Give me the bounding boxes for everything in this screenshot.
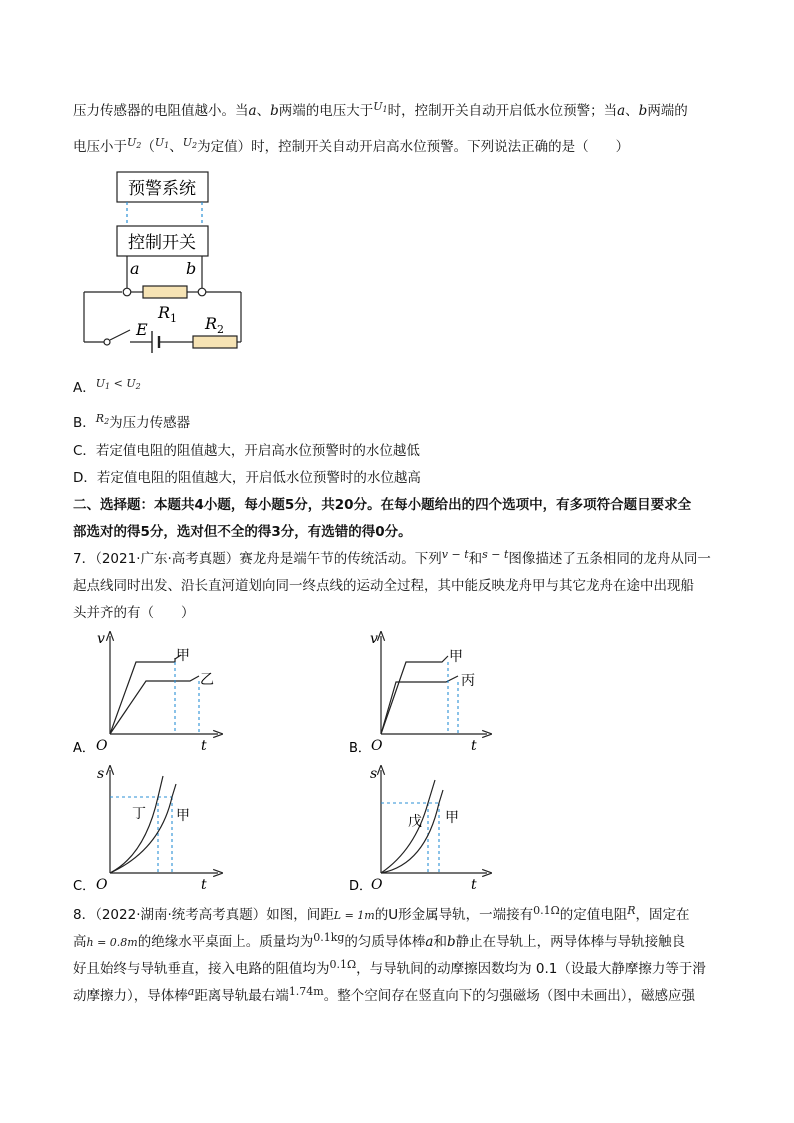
battery-E-label: E (136, 320, 148, 339)
origin-label: O (96, 877, 108, 893)
var-U1: U1 (154, 136, 170, 150)
axis-label-v: v (97, 631, 105, 647)
q6-text: 、 (625, 103, 639, 119)
q8-text: 距离导轨最右端 (194, 988, 289, 1004)
graph-option-label: D． (349, 879, 373, 894)
curve-bing (381, 676, 458, 734)
axis-label-t: t (471, 738, 477, 754)
math-vt: v − t (441, 548, 469, 561)
axis-label-t: t (471, 877, 477, 893)
math-R: R (627, 904, 636, 917)
math-h: h = 0.8m (86, 936, 138, 949)
q8-line-2 (73, 932, 685, 953)
control-switch-label: 控制开关 (128, 233, 196, 253)
q8-text: 好且始终与导轨垂直，接入电路的阻值均为 (73, 961, 330, 977)
graph-A (73, 631, 218, 756)
graph-D (349, 766, 487, 894)
axis-label-s: s (97, 766, 105, 782)
q6-text: 、 (256, 103, 271, 119)
math-mass: 0.1kg (313, 931, 345, 944)
q6-text: 两端的 (647, 103, 688, 119)
q8-line-1 (73, 905, 690, 926)
q8-line-3 (73, 959, 706, 980)
option-label: B． (73, 415, 96, 431)
math-resistance: 0.1Ω (533, 904, 560, 917)
q6-text: （ (141, 139, 155, 155)
q6-text: 压力传感器的电阻值越小。当 (73, 103, 249, 119)
curve-label-bing: 丙 (461, 673, 475, 689)
q7-text: 7．（2021·广东·高考真题）赛龙舟是端午节的传统活动。下列 (73, 551, 442, 567)
graph-B (349, 631, 487, 756)
q8-text: 的定值电阻 (559, 907, 628, 923)
q6-text: 、 (169, 139, 183, 155)
math-distance: 1.74m (288, 985, 324, 998)
var-b: b (638, 103, 648, 119)
R1-label: $R_1$ (158, 303, 178, 325)
axis-label-t: t (201, 877, 207, 893)
axis-label-v: v (370, 631, 378, 647)
axis-label-s: s (370, 766, 378, 782)
var-b: b (446, 934, 456, 950)
curve-label-wu: 戊 (408, 814, 422, 830)
option-D: D．若定值电阻的阻值越大，开启低水位预警时的水位越高 (73, 470, 421, 486)
terminal-b-label: b (186, 259, 197, 278)
section-2-instructions: 部选对的得5分，选对但不全的得3分，有选错的得0分。 (73, 524, 412, 540)
graph-option-label: C． (73, 879, 96, 894)
q7-text: 图像描述了五条相同的龙舟从同一 (508, 551, 711, 567)
q7-line-2: 起点线同时出发、沿长直河道划向同一终点线的运动全过程，其中能反映龙舟甲与其它龙舟在途中出现船 (73, 578, 694, 594)
curve-label-jia: 甲 (449, 649, 463, 665)
math-L: L = 1m (333, 909, 375, 922)
curve-label-jia: 甲 (445, 810, 459, 826)
q6-text: 电压小于 (73, 139, 127, 155)
q8-text: 。整个空间存在竖直向下的匀强磁场（图中未画出），磁感应强 (323, 988, 695, 1004)
var-b: b (270, 103, 279, 119)
origin-label: O (96, 738, 108, 754)
q8-text: 的U形金属导轨，一端接有 (374, 907, 534, 923)
option-text: 为压力传感器 (109, 415, 191, 431)
curve-label-jia: 甲 (176, 648, 190, 664)
var-a: a (617, 103, 626, 119)
var-a: a (425, 934, 434, 950)
warning-system-label: 预警系统 (128, 179, 196, 199)
option-label: A． (73, 380, 96, 396)
axis-label-t: t (201, 738, 207, 754)
math-resistance: 0.1Ω (329, 958, 357, 971)
q8-line-4 (73, 986, 695, 1007)
terminal-a-label: a (130, 259, 140, 278)
curve-label-ding: 丁 (132, 806, 146, 822)
option-A-math: U1 < U2 (95, 377, 141, 391)
var-a: a (187, 985, 195, 998)
math-st: s − t (482, 548, 509, 561)
q6-text: 两端的电压大于 (278, 103, 374, 119)
option-C: C．若定值电阻的阻值越大，开启高水位预警时的水位越低 (73, 443, 420, 459)
q8-text: 静止在导轨上，两导体棒与导轨接触良 (455, 934, 686, 950)
graph-C (73, 766, 218, 894)
R2-label: $R_2$ (205, 314, 225, 336)
q8-text: ，与导轨间的动摩擦因数均为 0.1（设最大静摩擦力等于滑 (356, 961, 706, 977)
var-R2: R2 (95, 412, 110, 426)
q8-text: 8．（2022·湖南·统考高考真题）如图，间距 (73, 907, 334, 923)
q7-text: 和 (468, 551, 483, 567)
var-U1: U1 (373, 100, 388, 114)
curve-label-jia: 甲 (176, 808, 190, 824)
var-U2: U2 (127, 136, 142, 150)
q8-text: ，固定在 (635, 907, 690, 923)
curve-jia (110, 658, 175, 734)
graph-option-label: B． (349, 741, 371, 756)
curve-jia (110, 776, 163, 873)
origin-label: O (371, 738, 383, 754)
origin-label: O (371, 877, 383, 893)
curve-yi (110, 676, 199, 734)
q6-text: 为定值）时，控制开关自动开启高水位预警。下列说法正确的是（ ） (197, 139, 630, 155)
q7-line-3: 头并齐的有（ ） (73, 605, 195, 621)
curve-jia (381, 656, 448, 734)
var-a: a (248, 103, 257, 119)
q8-text: 的绝缘水平桌面上。质量均为 (137, 934, 314, 950)
q8-text: 和 (433, 934, 447, 950)
q8-text: 高 (73, 934, 87, 950)
q8-text: 的匀质导体棒 (344, 934, 426, 950)
var-U2: U2 (182, 136, 198, 150)
graph-option-label: A． (73, 741, 95, 756)
curve-label-yi: 乙 (200, 672, 214, 688)
section-2-instructions: 二、选择题：本题共4小题，每小题5分，共20分。在每小题给出的四个选项中，有多项符合题目要求全 (73, 497, 692, 513)
q8-text: 动摩擦力），导体棒 (73, 988, 188, 1004)
q6-text: 时，控制开关自动开启低水位预警；当 (387, 103, 618, 119)
